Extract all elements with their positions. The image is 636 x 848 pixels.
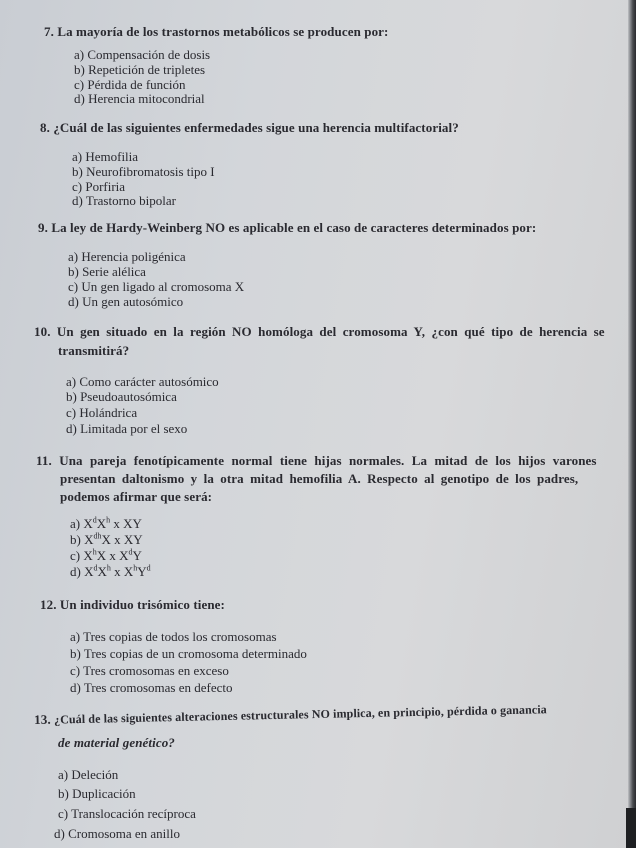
question-12-option-a: a) Tres copias de todos los cromosomas bbox=[70, 629, 277, 644]
question-number: 10. bbox=[34, 324, 51, 339]
question-11-option-b: b) $X^{dh}X$ x XY bbox=[70, 531, 143, 547]
question-7-option-c: c) Pérdida de función bbox=[74, 77, 186, 92]
question-text: ¿Cuál de las siguientes alteraciones estructurales NO implica, en principio, pérdida o ganancia bbox=[53, 702, 547, 727]
question-10-prompt-line-2: transmitirá? bbox=[58, 343, 130, 358]
question-8-option-d: d) Trastorno bipolar bbox=[72, 193, 176, 208]
question-13-option-d: d) Cromosoma en anillo bbox=[54, 826, 181, 841]
question-13-option-b: b) Duplicación bbox=[58, 786, 136, 801]
question-text: La mayoría de los trastornos metabólicos se producen por: bbox=[57, 24, 389, 39]
question-7-option-b: b) Repetición de tripletes bbox=[74, 62, 206, 77]
question-number: 8. bbox=[40, 120, 50, 135]
question-7-prompt bbox=[44, 24, 388, 40]
question-12-option-d: d) Tres cromosomas en defecto bbox=[70, 680, 233, 695]
question-12-option-c: c) Tres cromosomas en exceso bbox=[70, 663, 229, 678]
page-corner-shadow bbox=[626, 808, 636, 848]
question-13-option-c: c) Translocación recíproca bbox=[58, 806, 196, 821]
question-11-option-a: a) $X^dX^h$ x XY bbox=[70, 515, 142, 531]
question-10-option-c: c) Holándrica bbox=[66, 405, 138, 420]
question-8-option-c: c) Porfiria bbox=[72, 179, 126, 194]
question-11-option-c: c) $X^hX$ x $X^dY$ bbox=[70, 547, 142, 563]
question-7-option-a: a) Compensación de dosis bbox=[74, 47, 211, 62]
question-11-prompt-line-1 bbox=[36, 453, 597, 469]
question-9-prompt bbox=[38, 220, 536, 236]
question-9-option-d: d) Un gen autosómico bbox=[68, 294, 184, 309]
question-number: 13. bbox=[34, 711, 51, 727]
question-number: 12. bbox=[40, 597, 57, 612]
question-number: 11. bbox=[36, 453, 52, 468]
question-text: Un individuo trisómico tiene: bbox=[59, 597, 225, 612]
question-text: ¿Cuál de las siguientes enfermedades sigue una herencia multifactorial? bbox=[53, 120, 459, 135]
question-13-option-a: a) Deleción bbox=[58, 767, 119, 782]
question-8-prompt bbox=[40, 120, 459, 136]
question-11-prompt-line-3: podemos afirmar que será: bbox=[60, 489, 213, 504]
question-10-prompt-line-1 bbox=[34, 324, 614, 340]
question-10-option-d: d) Limitada por el sexo bbox=[66, 421, 188, 436]
question-10-option-b: b) Pseudoautosómica bbox=[66, 389, 177, 404]
question-9-option-b: b) Serie alélica bbox=[68, 264, 146, 279]
question-text: Un gen situado en la región NO homóloga del cromosoma Y, ¿con qué tipo de herencia se bbox=[56, 324, 605, 339]
question-9-option-c: c) Un gen ligado al cromosoma X bbox=[68, 279, 245, 294]
question-13-prompt-line-1 bbox=[34, 701, 547, 728]
question-number: 7. bbox=[44, 24, 54, 39]
question-13-prompt-line-2: de material genético? bbox=[58, 735, 175, 750]
question-11-prompt-line-2: presentan daltonismo y la otra mitad hemofilia A. Respecto al genotipo de los padres, bbox=[60, 471, 579, 486]
page-edge-shadow bbox=[628, 0, 636, 848]
question-text: Una pareja fenotípicamente normal tiene hijas normales. La mitad de los hijos varones bbox=[59, 453, 597, 468]
question-10-option-a: a) Como carácter autosómico bbox=[66, 374, 219, 389]
question-8-option-a: a) Hemofilia bbox=[72, 149, 139, 164]
question-8-option-b: b) Neurofibromatosis tipo I bbox=[72, 164, 215, 179]
question-12-option-b: b) Tres copias de un cromosoma determinado bbox=[70, 646, 307, 661]
question-9-option-a: a) Herencia poligénica bbox=[68, 249, 186, 264]
question-12-prompt bbox=[40, 597, 225, 613]
question-number: 9. bbox=[38, 220, 48, 235]
question-text: La ley de Hardy-Weinberg NO es aplicable en el caso de caracteres determinados por: bbox=[51, 220, 537, 235]
question-7-option-d: d) Herencia mitocondrial bbox=[74, 91, 205, 106]
question-11-option-d: d) $X^dX^h$ x $X^hY^d$ bbox=[70, 563, 151, 579]
